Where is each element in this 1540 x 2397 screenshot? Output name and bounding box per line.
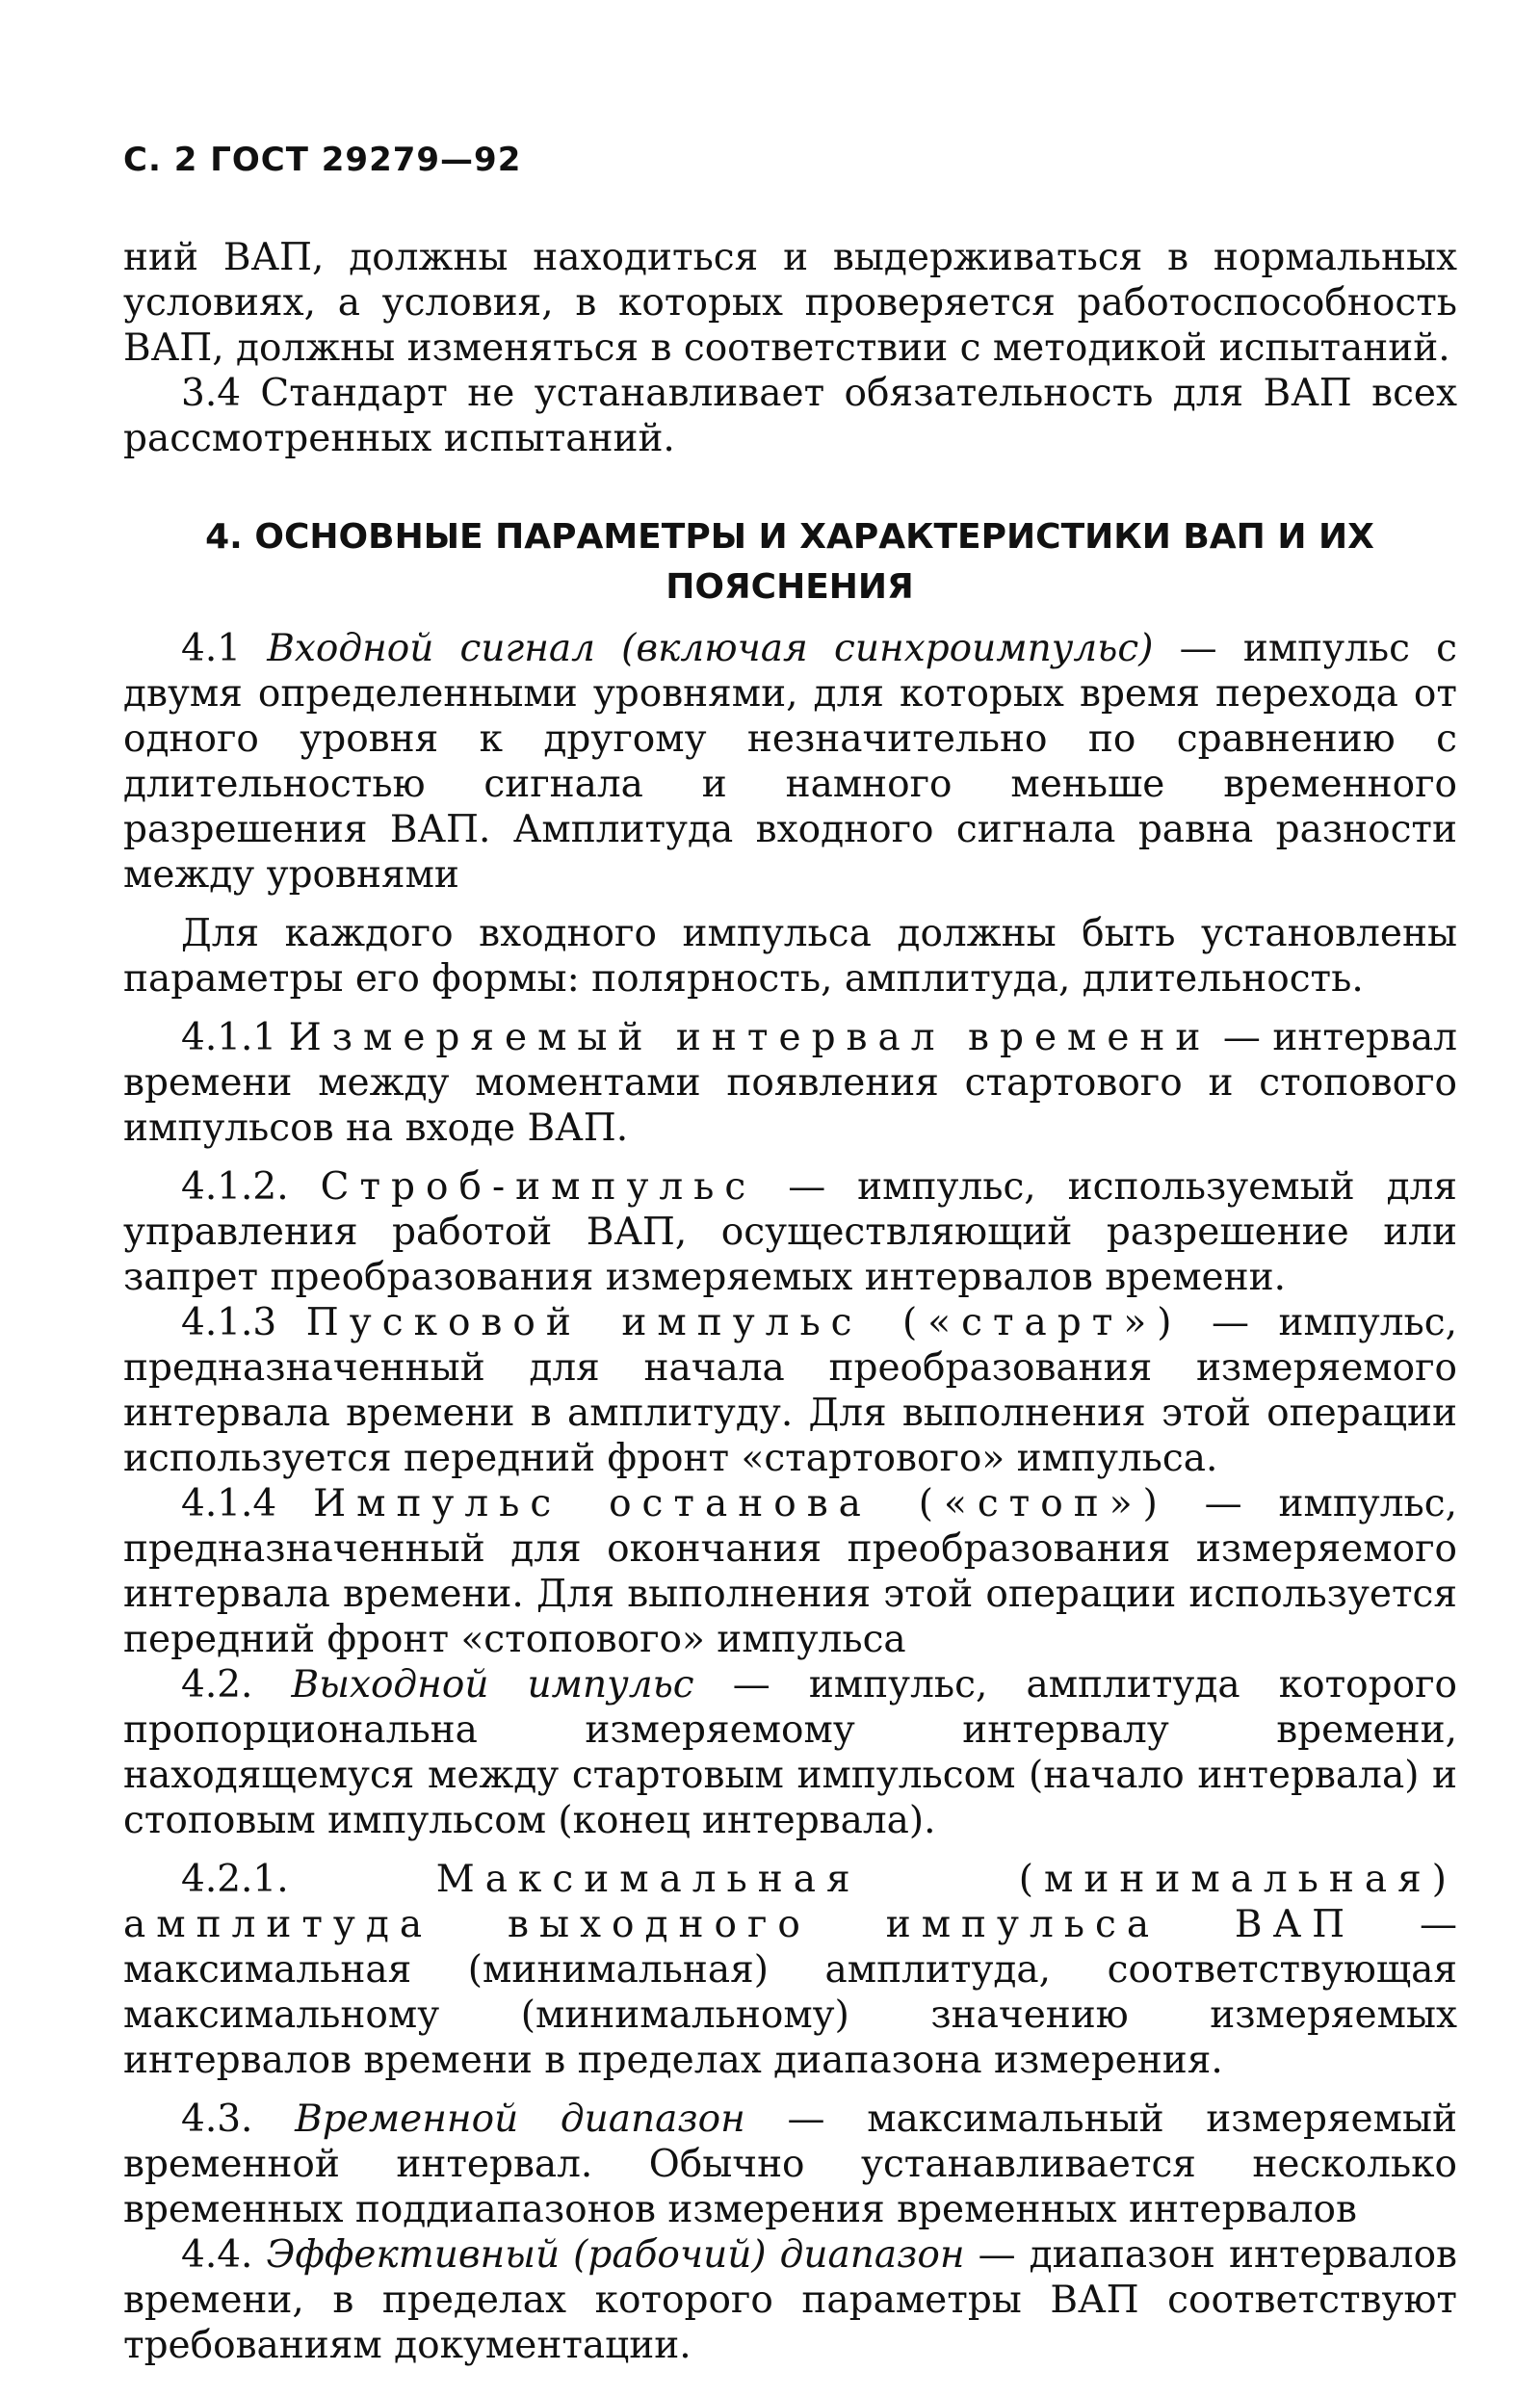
section-heading-line-1: 4. ОСНОВНЫЕ ПАРАМЕТРЫ И ХАРАКТЕРИСТИКИ ВАП И ИХ: [205, 517, 1374, 557]
page-header: [123, 141, 521, 179]
intro-block: [123, 235, 1457, 461]
definition-4-1: [123, 626, 1457, 898]
item-text: — импульс, предназначенный для окончания преобразования измеряемого интервала времени. Для выполнения этой операции используется передний фронт «стопового» импульса: [123, 1482, 1458, 1661]
item-text: — импульс, используемый для управления работой ВАП, осуществляющий разрешение или запрет преобразования измеряемых интервалов времени.: [123, 1165, 1457, 1299]
item-text: — импульс, предназначенный для начала преобразования измеряемого интервала времени в амплитуду. Для выполнения этой операции используется передний фронт «стартового» импульса.: [123, 1301, 1458, 1480]
item-term: Пусковой импульс («старт»): [305, 1301, 1183, 1344]
item-number: 4.1.3: [181, 1301, 277, 1344]
definition-4-2: [123, 1662, 1457, 1843]
section-heading: [173, 512, 1406, 612]
item-number: 4.2.: [181, 1663, 253, 1707]
item-term: Эффективный (рабочий) диапазон: [266, 2233, 965, 2277]
definitions-block: [123, 626, 1457, 2368]
item-number: 4.3.: [181, 2097, 253, 2141]
definition-4-1-paragraph-2: Для каждого входного импульса должны быть установлены параметры его формы: полярность, амплитуда, длительность.: [123, 912, 1457, 1001]
definition-4-3: [123, 2097, 1457, 2232]
item-text: — максимальный измеряемый временной интервал. Обычно устанавливается несколько временных поддиапазонов измерения временных интервалов: [123, 2097, 1458, 2231]
item-number: 4.1.4: [181, 1482, 277, 1525]
definition-4-1-3: [123, 1300, 1457, 1481]
definition-4-1-4: [123, 1481, 1457, 1662]
item-number: 4.1.1: [181, 1016, 277, 1059]
page-number: С. 2: [123, 141, 198, 179]
item-term: Временной диапазон: [295, 2097, 745, 2141]
definition-4-1-1: [123, 1015, 1457, 1151]
item-text: — диапазон интервалов времени, в пределах которого параметры ВАП соответствуют требованиям документации.: [123, 2233, 1458, 2367]
item-number: 4.2.1.: [181, 1858, 289, 1901]
definition-4-4: [123, 2232, 1457, 2368]
item-term: Строб-импульс: [320, 1165, 757, 1209]
intro-paragraph-1: ний ВАП, должны находиться и выдерживаться в нормальных условиях, а условия, в которых проверяется работоспособность ВАП, должны изменяться в соответствии с методикой испытаний.: [123, 236, 1457, 370]
standard-code: ГОСТ 29279—92: [210, 141, 522, 179]
item-text: — импульс, амплитуда которого пропорциональна измеряемому интервалу времени, находящемуся между стартовым импульсом (начало интервала) и стоповым импульсом (конец интервала).: [123, 1663, 1457, 1842]
definition-4-2-1: [123, 1857, 1457, 2083]
intro-paragraph-2: 3.4 Стандарт не устанавливает обязательность для ВАП всех рассмотренных испытаний.: [123, 372, 1457, 460]
item-text: — интервал времени между моментами появления стартового и стопового импульсов на входе ВАП.: [123, 1016, 1457, 1150]
item-term: Входной сигнал (включая синхроимпульс): [267, 627, 1154, 670]
item-text: — импульс с двумя определенными уровнями, для которых время перехода от одного уровня к другому незначительно по сравнению с длительностью сигнала и намного меньше временного разрешения ВАП. Амплитуда входного сигнала равна разности между уровнями: [123, 627, 1457, 897]
item-number: 4.1: [181, 627, 242, 670]
item-number: 4.1.2.: [181, 1165, 289, 1209]
definition-4-1-2: [123, 1164, 1457, 1300]
section-heading-line-2: ПОЯСНЕНИЯ: [666, 567, 914, 607]
item-term: Импульс останова («стоп»): [313, 1482, 1168, 1525]
item-number: 4.4.: [181, 2233, 253, 2277]
item-term: Измеряемый интервал времени: [288, 1016, 1212, 1059]
item-term: Выходной импульс: [291, 1663, 694, 1707]
item-text: — максимальная (минимальная) амплитуда, соответствующая максимальному (минимальному) значению измеряемых интервалов времени в пределах диапазона измерения.: [123, 1903, 1457, 2082]
item-term: Максимальная (минимальная) амплитуда выходного импульса ВАП: [123, 1858, 1457, 1946]
